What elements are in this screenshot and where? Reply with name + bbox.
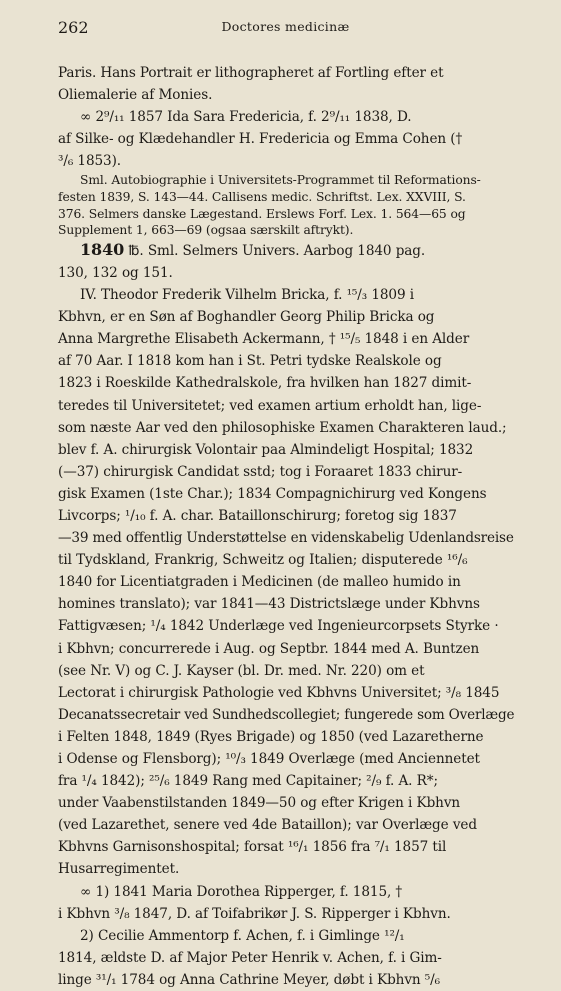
text-line: 2) Cecilie Ammentorp f. Achen, f. i Gimlinge ¹²/₁ — [80, 927, 405, 944]
text-line: 376. Selmers danske Lægestand. Erslews Forf. Lex. 1. 564—65 og — [58, 206, 466, 221]
paragraph-portrait — [58, 62, 513, 106]
paragraph-references — [58, 172, 513, 238]
text-line: til Tydskland, Frankrig, Schweitz og Italien; disputerede ¹⁶/₆ — [58, 552, 468, 569]
text-line: (see Nr. V) og C. J. Kayser (bl. Dr. med. Nr. 220) om et — [58, 662, 425, 679]
text-line: homines translato); var 1841—43 Districtslæge under Kbhvns — [58, 596, 480, 613]
text-line: 1814, ældste D. af Major Peter Henrik v. Achen, f. i Gim- — [58, 949, 442, 966]
text-line: linge ³¹/₁ 1784 og Anna Cathrine Meyer, døbt i Kbhvn ⁵/₆ — [58, 971, 440, 988]
text-line: blev f. A. chirurgisk Volontair paa Almindeligt Hospital; 1832 — [58, 441, 474, 458]
text-line: gisk Examen (1ste Char.); 1834 Compagnichirurg ved Kongens — [58, 485, 487, 502]
text-line: 1823 i Roeskilde Kathedralskole, fra hvilken han 1827 dimit- — [58, 375, 472, 392]
text-line: i Odense og Flensborg); ¹⁰/₃ 1849 Overlæge (med Anciennetet — [58, 751, 480, 767]
paragraph-marriage — [58, 106, 513, 172]
text-line: i Kbhvn ³/₈ 1847, D. af Toifabrikør J. S. Ripperger i Kbhvn. — [58, 905, 451, 922]
text-line: Supplement 1, 663—69 (ogsaa særskilt aftrykt). — [58, 223, 354, 238]
text-line: Kbhvn, er en Søn af Boghandler Georg Philip Bricka og — [58, 309, 435, 326]
text-line: fra ¹/₄ 1842); ²⁵/₆ 1849 Rang med Capitainer; ²/₉ f. A. R*; — [58, 773, 438, 790]
text-line: ∞ 2⁹/₁₁ 1857 Ida Sara Fredericia, f. 2⁹/₁₁ 1838, D. — [80, 109, 412, 126]
text-line: Anna Margrethe Elisabeth Ackermann, † ¹⁵/₅ 1848 i en Alder — [58, 331, 470, 348]
text-line: (—37) chirurgisk Candidat sstd; tog i Foraaret 1833 chirur- — [58, 463, 463, 480]
text-line: —39 med offentlig Understøttelse en videnskabelig Udenlandsreise — [58, 530, 514, 547]
paragraph-second-marriage — [58, 925, 513, 991]
text-line: ³/₆ 1853). — [58, 153, 122, 170]
year-reference: ℔. Sml. Selmers Univers. Aarbog 1840 pag. — [124, 242, 426, 259]
text-line: Husarregimentet. — [58, 861, 180, 878]
page-header — [58, 14, 513, 44]
paragraph-year-1840 — [58, 239, 513, 284]
text-line: Oliemalerie af Monies. — [58, 87, 213, 104]
page-number: 262 — [58, 18, 89, 37]
text-line: Lectorat i chirurgisk Pathologie ved Kbhvns Universitet; ³/₈ 1845 — [58, 684, 500, 701]
text-line: af Silke- og Klædehandler H. Fredericia og Emma Cohen († — [58, 131, 463, 148]
text-line: (ved Lazarethet, senere ved 4de Bataillon); var Overlæge ved — [58, 817, 477, 834]
text-line: som næste Aar ved den philosophiske Examen Charakteren laud.; — [58, 419, 507, 436]
text-line — [58, 239, 513, 262]
text-line: Paris. Hans Portrait er lithographeret af Fortling efter et — [58, 65, 444, 81]
text-line: Kbhvns Garnisonshospital; forsat ¹⁶/₁ 1856 fra ⁷/₁ 1857 til — [58, 839, 447, 856]
text-line: Sml. Autobiographie i Universitets-Programmet til Reformations- — [80, 173, 481, 188]
text-line: 1840 for Licentiatgraden i Medicinen (de malleo humido in — [58, 574, 461, 591]
text-line: ∞ 1) 1841 Maria Dorothea Ripperger, f. 1815, † — [80, 883, 403, 900]
text-line: Fattigvæsen; ¹/₄ 1842 Underlæge ved Ingenieurcorpsets Styrke · — [58, 618, 499, 635]
text-line: 130, 132 og 151. — [58, 264, 173, 281]
text-line: under Vaabenstilstanden 1849—50 og efter Krigen i Kbhvn — [58, 795, 461, 812]
text-line: IV. Theodor Frederik Vilhelm Bricka, f. ¹⁵/₃ 1809 i — [80, 287, 414, 304]
paragraph-marriages — [58, 881, 513, 925]
text-line: Livcorps; ¹/₁₀ f. A. char. Bataillonschirurg; foretog sig 1837 — [58, 507, 457, 524]
text-line: af 70 Aar. I 1818 kom han i St. Petri tydske Realskole og — [58, 353, 442, 370]
text-line: Decanatssecretair ved Sundhedscollegiet; fungerede som Overlæge — [58, 706, 515, 723]
text-line: festen 1839, S. 143—44. Callisens medic. Schriftst. Lex. XXVIII, S. — [58, 190, 466, 205]
text-line: i Kbhvn; concurrerede i Aug. og Septbr. 1844 med A. Buntzen — [58, 640, 480, 657]
year-heading: 1840 — [80, 239, 125, 259]
page-body — [58, 62, 513, 991]
running-title: Doctores medicinæ — [221, 19, 350, 34]
paragraph-bricka — [58, 284, 513, 881]
text-line: i Felten 1848, 1849 (Ryes Brigade) og 1850 (ved Lazaretherne — [58, 728, 484, 745]
text-line: teredes til Universitetet; ved examen artium erholdt han, lige- — [58, 397, 482, 414]
